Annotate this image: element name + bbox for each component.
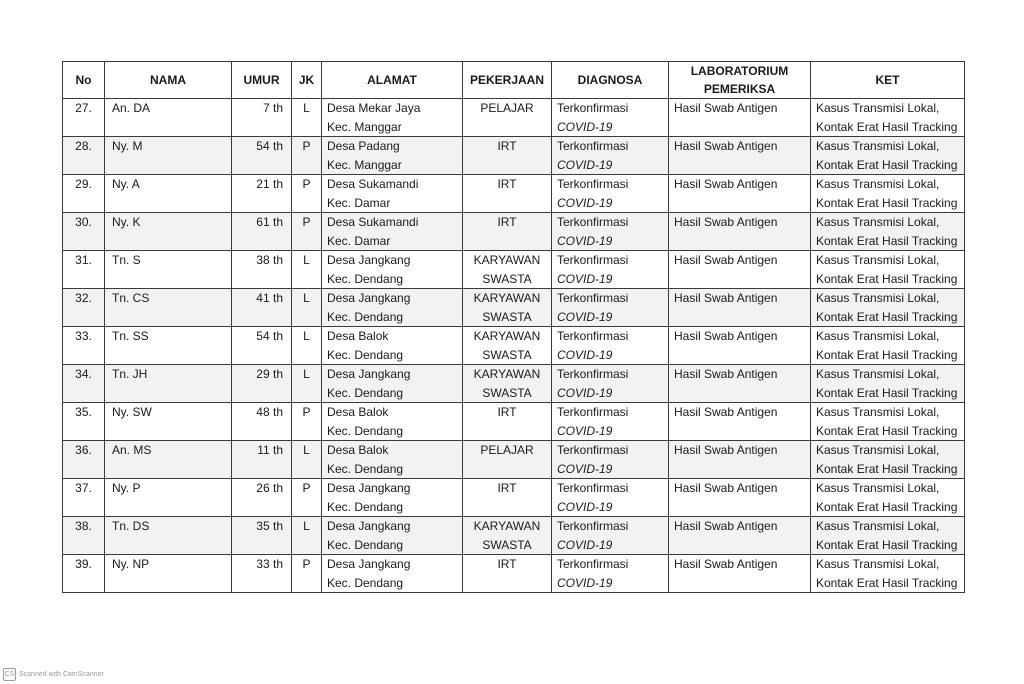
cell-no: 39. — [63, 555, 105, 593]
cell-nama: Ny. P — [105, 479, 232, 517]
cell-pekerjaan — [463, 441, 552, 479]
cell-alamat — [322, 555, 463, 593]
cell-jk: L — [292, 99, 322, 137]
cell-nama: Ny. A — [105, 175, 232, 213]
pekerjaan-line1: KARYAWAN — [473, 291, 541, 305]
alamat-desa: Desa Jangkang — [327, 291, 411, 305]
header-row — [63, 62, 965, 99]
cell-laboratorium: Hasil Swab Antigen — [669, 555, 811, 593]
header-diagnosa: DIAGNOSA — [552, 62, 669, 99]
alamat-kecamatan: Kec. Damar — [327, 233, 391, 248]
cell-ket — [811, 403, 965, 441]
cell-umur: 33 th — [232, 555, 292, 593]
ket-line2: Kontak Erat Hasil Tracking — [816, 423, 958, 438]
alamat-desa: Desa Mekar Jaya — [327, 101, 421, 115]
ket-line1: Kasus Transmisi Lokal, — [816, 253, 940, 267]
cell-umur: 35 th — [232, 517, 292, 555]
ket-line1: Kasus Transmisi Lokal, — [816, 329, 940, 343]
alamat-kecamatan: Kec. Dendang — [327, 423, 404, 438]
cell-nama: Ny. SW — [105, 403, 232, 441]
ket-line2: Kontak Erat Hasil Tracking — [816, 575, 958, 590]
ket-line2: Kontak Erat Hasil Tracking — [816, 195, 958, 210]
cell-umur: 38 th — [232, 251, 292, 289]
table-row — [63, 99, 965, 137]
cell-ket — [811, 555, 965, 593]
alamat-kecamatan: Kec. Manggar — [327, 157, 402, 172]
patient-table — [62, 61, 965, 593]
ket-line1: Kasus Transmisi Lokal, — [816, 291, 940, 305]
cell-no: 35. — [63, 403, 105, 441]
ket-line2: Kontak Erat Hasil Tracking — [816, 499, 958, 514]
diagnosa-disease: COVID-19 — [557, 309, 613, 324]
pekerjaan-line1: IRT — [497, 215, 517, 229]
alamat-desa: Desa Padang — [327, 139, 400, 153]
pekerjaan-line1: KARYAWAN — [473, 253, 541, 267]
cell-pekerjaan — [463, 479, 552, 517]
cell-laboratorium: Hasil Swab Antigen — [669, 403, 811, 441]
cell-alamat — [322, 517, 463, 555]
alamat-desa: Desa Balok — [327, 443, 389, 457]
cell-ket — [811, 137, 965, 175]
ket-line2: Kontak Erat Hasil Tracking — [816, 271, 958, 286]
alamat-desa: Desa Jangkang — [327, 557, 411, 571]
cell-alamat — [322, 289, 463, 327]
pekerjaan-line1: KARYAWAN — [473, 519, 541, 533]
header-umur: UMUR — [232, 62, 292, 99]
cell-diagnosa — [552, 327, 669, 365]
table-row — [63, 251, 965, 289]
cell-pekerjaan — [463, 213, 552, 251]
diagnosa-status: Terkonfirmasi — [557, 519, 629, 533]
header-laboratorium — [669, 62, 811, 99]
cell-jk: L — [292, 365, 322, 403]
alamat-kecamatan: Kec. Dendang — [327, 461, 404, 476]
camscanner-logo-icon: CS — [3, 668, 16, 681]
cell-diagnosa — [552, 137, 669, 175]
cell-pekerjaan — [463, 289, 552, 327]
diagnosa-status: Terkonfirmasi — [557, 329, 629, 343]
diagnosa-disease: COVID-19 — [557, 575, 613, 590]
ket-line2: Kontak Erat Hasil Tracking — [816, 233, 958, 248]
camscanner-watermark — [3, 668, 104, 681]
ket-line1: Kasus Transmisi Lokal, — [816, 215, 940, 229]
cell-pekerjaan — [463, 175, 552, 213]
alamat-kecamatan: Kec. Damar — [327, 195, 391, 210]
pekerjaan-line2: SWASTA — [482, 385, 532, 400]
cell-alamat — [322, 213, 463, 251]
cell-nama: Tn. S — [105, 251, 232, 289]
cell-ket — [811, 365, 965, 403]
table-row — [63, 175, 965, 213]
alamat-kecamatan: Kec. Dendang — [327, 271, 404, 286]
cell-no: 31. — [63, 251, 105, 289]
cell-nama: Tn. JH — [105, 365, 232, 403]
cell-ket — [811, 479, 965, 517]
diagnosa-status: Terkonfirmasi — [557, 481, 629, 495]
cell-diagnosa — [552, 289, 669, 327]
cell-diagnosa — [552, 365, 669, 403]
cell-diagnosa — [552, 517, 669, 555]
diagnosa-status: Terkonfirmasi — [557, 215, 629, 229]
pekerjaan-line2: SWASTA — [482, 347, 532, 362]
cell-ket — [811, 251, 965, 289]
cell-umur: 54 th — [232, 137, 292, 175]
header-alamat: ALAMAT — [322, 62, 463, 99]
diagnosa-disease: COVID-19 — [557, 347, 613, 362]
table-row — [63, 137, 965, 175]
ket-line1: Kasus Transmisi Lokal, — [816, 139, 940, 153]
ket-line2: Kontak Erat Hasil Tracking — [816, 385, 958, 400]
diagnosa-disease: COVID-19 — [557, 233, 613, 248]
cell-laboratorium: Hasil Swab Antigen — [669, 327, 811, 365]
ket-line1: Kasus Transmisi Lokal, — [816, 557, 940, 571]
diagnosa-disease: COVID-19 — [557, 461, 613, 476]
table-row — [63, 365, 965, 403]
cell-nama: Tn. DS — [105, 517, 232, 555]
cell-jk: L — [292, 441, 322, 479]
diagnosa-status: Terkonfirmasi — [557, 139, 629, 153]
cell-pekerjaan — [463, 365, 552, 403]
ket-line2: Kontak Erat Hasil Tracking — [816, 347, 958, 362]
cell-no: 30. — [63, 213, 105, 251]
cell-pekerjaan — [463, 403, 552, 441]
alamat-kecamatan: Kec. Dendang — [327, 499, 404, 514]
alamat-desa: Desa Balok — [327, 329, 389, 343]
cell-diagnosa — [552, 251, 669, 289]
cell-ket — [811, 213, 965, 251]
diagnosa-status: Terkonfirmasi — [557, 101, 629, 115]
cell-laboratorium: Hasil Swab Antigen — [669, 175, 811, 213]
diagnosa-disease: COVID-19 — [557, 195, 613, 210]
pekerjaan-line1: IRT — [497, 139, 517, 153]
cell-ket — [811, 441, 965, 479]
diagnosa-status: Terkonfirmasi — [557, 405, 629, 419]
cell-no: 29. — [63, 175, 105, 213]
alamat-kecamatan: Kec. Dendang — [327, 347, 404, 362]
diagnosa-status: Terkonfirmasi — [557, 367, 629, 381]
cell-pekerjaan — [463, 555, 552, 593]
cell-laboratorium: Hasil Swab Antigen — [669, 137, 811, 175]
header-lab-line1: LABORATORIUM — [690, 64, 789, 78]
ket-line2: Kontak Erat Hasil Tracking — [816, 157, 958, 172]
pekerjaan-line1: KARYAWAN — [473, 329, 541, 343]
cell-no: 33. — [63, 327, 105, 365]
alamat-kecamatan: Kec. Dendang — [327, 385, 404, 400]
cell-diagnosa — [552, 99, 669, 137]
cell-nama: An. DA — [105, 99, 232, 137]
header-jk: JK — [292, 62, 322, 99]
diagnosa-disease: COVID-19 — [557, 537, 613, 552]
diagnosa-status: Terkonfirmasi — [557, 253, 629, 267]
pekerjaan-line1: KARYAWAN — [473, 367, 541, 381]
cell-no: 27. — [63, 99, 105, 137]
cell-umur: 26 th — [232, 479, 292, 517]
cell-nama: An. MS — [105, 441, 232, 479]
header-ket: KET — [811, 62, 965, 99]
header-pekerjaan: PEKERJAAN — [463, 62, 552, 99]
watermark-text: Scanned with CamScanner — [19, 671, 104, 678]
pekerjaan-line1: IRT — [497, 481, 517, 495]
cell-diagnosa — [552, 175, 669, 213]
cell-umur: 41 th — [232, 289, 292, 327]
cell-pekerjaan — [463, 99, 552, 137]
cell-diagnosa — [552, 213, 669, 251]
cell-jk: P — [292, 403, 322, 441]
cell-jk: L — [292, 251, 322, 289]
diagnosa-disease: COVID-19 — [557, 271, 613, 286]
alamat-desa: Desa Jangkang — [327, 481, 411, 495]
table-row — [63, 517, 965, 555]
alamat-desa: Desa Balok — [327, 405, 389, 419]
cell-jk: L — [292, 517, 322, 555]
alamat-desa: Desa Jangkang — [327, 367, 411, 381]
cell-laboratorium: Hasil Swab Antigen — [669, 289, 811, 327]
ket-line1: Kasus Transmisi Lokal, — [816, 101, 940, 115]
ket-line1: Kasus Transmisi Lokal, — [816, 443, 940, 457]
pekerjaan-line1: IRT — [497, 177, 517, 191]
ket-line2: Kontak Erat Hasil Tracking — [816, 537, 958, 552]
cell-laboratorium: Hasil Swab Antigen — [669, 99, 811, 137]
cell-alamat — [322, 365, 463, 403]
alamat-desa: Desa Jangkang — [327, 253, 411, 267]
cell-alamat — [322, 251, 463, 289]
cell-diagnosa — [552, 441, 669, 479]
diagnosa-disease: COVID-19 — [557, 119, 613, 134]
cell-umur: 54 th — [232, 327, 292, 365]
cell-no: 36. — [63, 441, 105, 479]
cell-alamat — [322, 99, 463, 137]
ket-line1: Kasus Transmisi Lokal, — [816, 405, 940, 419]
ket-line2: Kontak Erat Hasil Tracking — [816, 309, 958, 324]
cell-ket — [811, 517, 965, 555]
pekerjaan-line1: IRT — [497, 557, 517, 571]
diagnosa-status: Terkonfirmasi — [557, 557, 629, 571]
cell-alamat — [322, 441, 463, 479]
cell-laboratorium: Hasil Swab Antigen — [669, 213, 811, 251]
diagnosa-disease: COVID-19 — [557, 157, 613, 172]
cell-ket — [811, 99, 965, 137]
cell-nama: Tn. SS — [105, 327, 232, 365]
cell-ket — [811, 289, 965, 327]
cell-alamat — [322, 137, 463, 175]
alamat-desa: Desa Jangkang — [327, 519, 411, 533]
cell-pekerjaan — [463, 137, 552, 175]
table-row — [63, 441, 965, 479]
cell-alamat — [322, 479, 463, 517]
table-row — [63, 479, 965, 517]
diagnosa-status: Terkonfirmasi — [557, 443, 629, 457]
cell-umur: 48 th — [232, 403, 292, 441]
ket-line1: Kasus Transmisi Lokal, — [816, 367, 940, 381]
diagnosa-disease: COVID-19 — [557, 499, 613, 514]
diagnosa-disease: COVID-19 — [557, 385, 613, 400]
pekerjaan-line1: IRT — [497, 405, 517, 419]
ket-line2: Kontak Erat Hasil Tracking — [816, 461, 958, 476]
alamat-kecamatan: Kec. Manggar — [327, 119, 402, 134]
pekerjaan-line2: SWASTA — [482, 537, 532, 552]
pekerjaan-line1: PELAJAR — [480, 101, 534, 115]
diagnosa-status: Terkonfirmasi — [557, 177, 629, 191]
cell-nama: Ny. M — [105, 137, 232, 175]
pekerjaan-line1: PELAJAR — [480, 443, 534, 457]
cell-jk: P — [292, 175, 322, 213]
alamat-desa: Desa Sukamandi — [327, 177, 419, 191]
cell-umur: 21 th — [232, 175, 292, 213]
table-row — [63, 289, 965, 327]
alamat-desa: Desa Sukamandi — [327, 215, 419, 229]
alamat-kecamatan: Kec. Dendang — [327, 537, 404, 552]
cell-no: 34. — [63, 365, 105, 403]
table-row — [63, 327, 965, 365]
alamat-kecamatan: Kec. Dendang — [327, 309, 404, 324]
diagnosa-status: Terkonfirmasi — [557, 291, 629, 305]
table-row — [63, 555, 965, 593]
ket-line1: Kasus Transmisi Lokal, — [816, 519, 940, 533]
cell-nama: Ny. NP — [105, 555, 232, 593]
cell-jk: P — [292, 213, 322, 251]
cell-ket — [811, 327, 965, 365]
cell-pekerjaan — [463, 251, 552, 289]
cell-laboratorium: Hasil Swab Antigen — [669, 365, 811, 403]
header-no: No — [63, 62, 105, 99]
cell-umur: 11 th — [232, 441, 292, 479]
cell-pekerjaan — [463, 327, 552, 365]
cell-alamat — [322, 175, 463, 213]
cell-nama: Ny. K — [105, 213, 232, 251]
table-row — [63, 213, 965, 251]
cell-umur: 7 th — [232, 99, 292, 137]
ket-line1: Kasus Transmisi Lokal, — [816, 177, 940, 191]
diagnosa-disease: COVID-19 — [557, 423, 613, 438]
cell-ket — [811, 175, 965, 213]
cell-laboratorium: Hasil Swab Antigen — [669, 517, 811, 555]
cell-no: 37. — [63, 479, 105, 517]
cell-jk: L — [292, 327, 322, 365]
cell-umur: 29 th — [232, 365, 292, 403]
cell-laboratorium: Hasil Swab Antigen — [669, 251, 811, 289]
cell-nama: Tn. CS — [105, 289, 232, 327]
pekerjaan-line2: SWASTA — [482, 271, 532, 286]
cell-laboratorium: Hasil Swab Antigen — [669, 479, 811, 517]
pekerjaan-line2: SWASTA — [482, 309, 532, 324]
alamat-kecamatan: Kec. Dendang — [327, 575, 404, 590]
cell-laboratorium: Hasil Swab Antigen — [669, 441, 811, 479]
cell-no: 38. — [63, 517, 105, 555]
cell-diagnosa — [552, 403, 669, 441]
cell-diagnosa — [552, 479, 669, 517]
header-nama: NAMA — [105, 62, 232, 99]
header-lab-line2: PEMERIKSA — [703, 82, 776, 96]
cell-no: 32. — [63, 289, 105, 327]
cell-pekerjaan — [463, 517, 552, 555]
cell-jk: P — [292, 555, 322, 593]
cell-umur: 61 th — [232, 213, 292, 251]
cell-no: 28. — [63, 137, 105, 175]
cell-jk: P — [292, 479, 322, 517]
cell-jk: P — [292, 137, 322, 175]
cell-diagnosa — [552, 555, 669, 593]
ket-line2: Kontak Erat Hasil Tracking — [816, 119, 958, 134]
table-row — [63, 403, 965, 441]
ket-line1: Kasus Transmisi Lokal, — [816, 481, 940, 495]
cell-alamat — [322, 403, 463, 441]
cell-alamat — [322, 327, 463, 365]
cell-jk: L — [292, 289, 322, 327]
